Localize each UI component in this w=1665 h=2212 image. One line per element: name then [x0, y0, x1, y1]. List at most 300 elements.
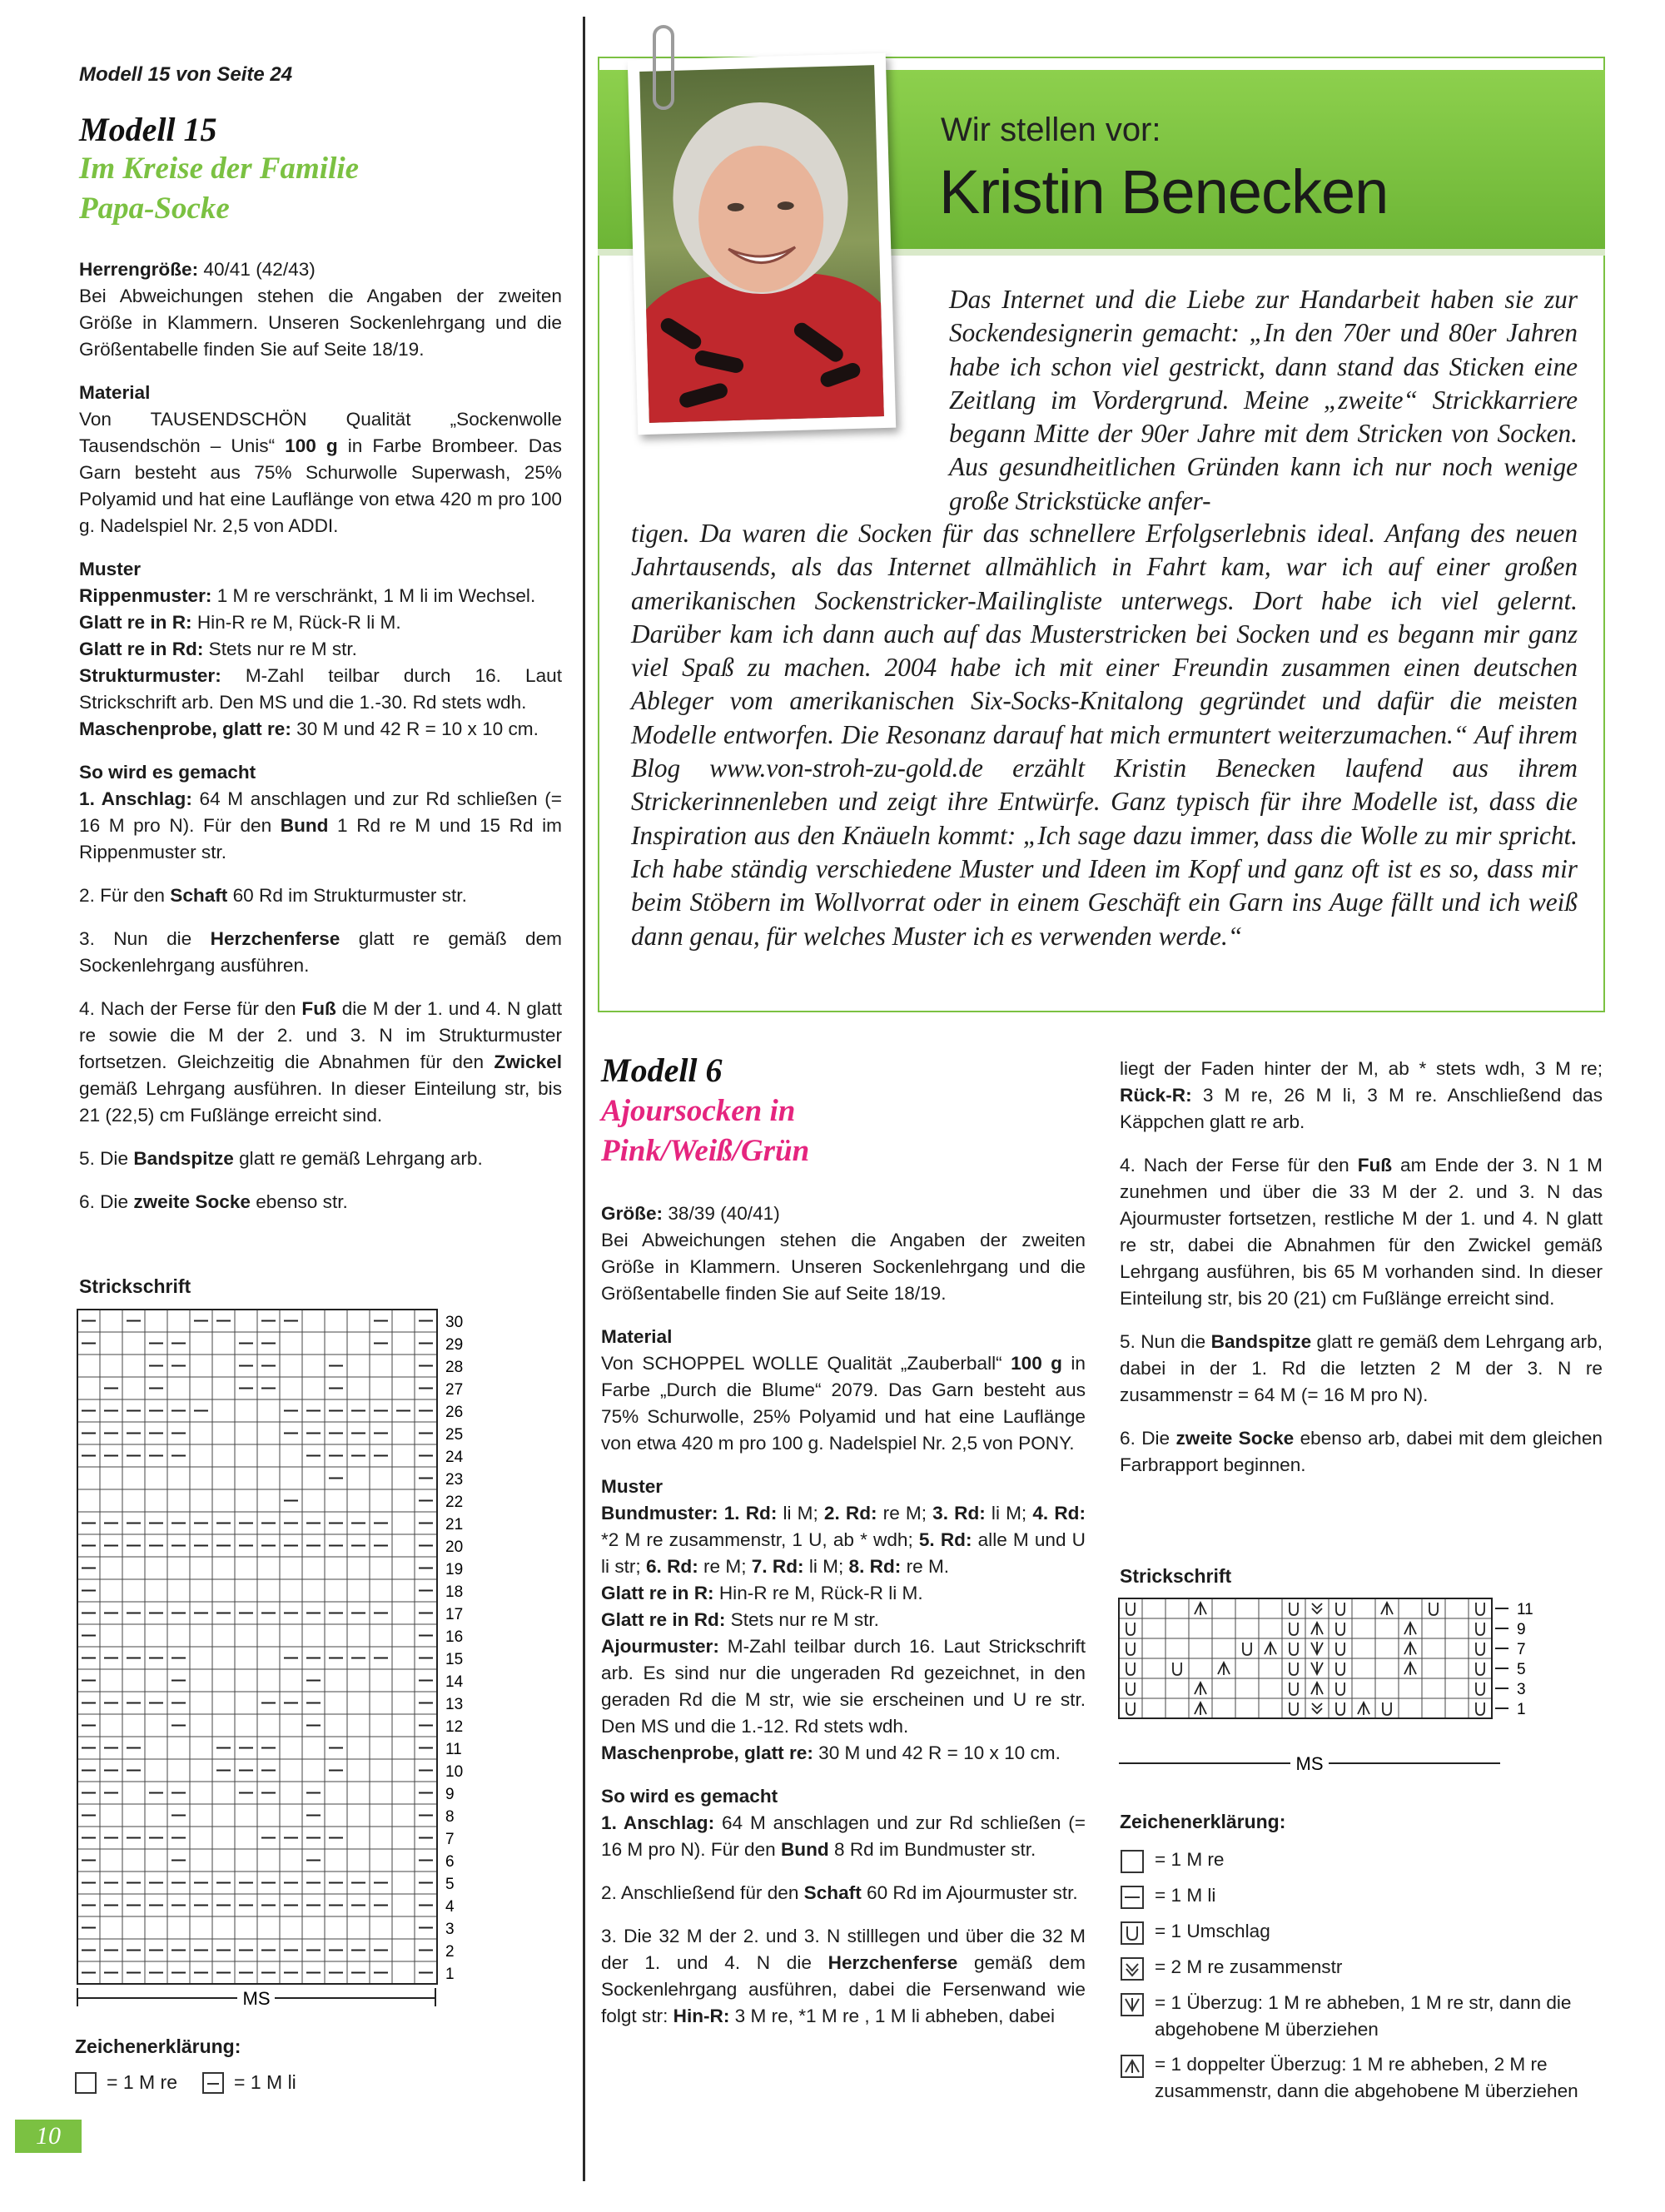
row-number: 13 — [445, 1696, 464, 1713]
chart-cell — [77, 1467, 100, 1489]
muster-label: 5. Rd: — [918, 1529, 972, 1550]
step-text: ebenso str. — [250, 1191, 348, 1212]
chart-cell — [370, 1669, 392, 1692]
chart-cell — [1445, 1638, 1469, 1658]
chart-cell — [1422, 1698, 1445, 1718]
chart-cell — [122, 1579, 145, 1602]
chart-cell — [100, 1489, 122, 1512]
model-15-title: Modell 15 — [79, 111, 217, 148]
chart-cell — [392, 1939, 415, 1961]
legend-text: = 1 doppelter Überzug: 1 M re abheben, 2 M re zusammenstr, dann die abgehobene M überziehen — [1155, 2054, 1578, 2101]
k2tog-symbol-icon — [1120, 1956, 1145, 1981]
chart-cell — [100, 1916, 122, 1939]
size-label: Herrengröße: — [79, 259, 199, 280]
chart-cell — [392, 1377, 415, 1399]
chart-cell — [257, 1467, 280, 1489]
row-number: 14 — [445, 1673, 464, 1691]
chart-cell — [347, 1624, 370, 1647]
chart-cell — [280, 1849, 302, 1872]
chart-cell — [122, 1489, 145, 1512]
chart-cell — [280, 1782, 302, 1804]
chart-cell — [370, 1782, 392, 1804]
chart-cell — [280, 1557, 302, 1579]
chart-cell — [392, 1714, 415, 1737]
chart-cell — [1445, 1598, 1469, 1618]
chart-cell — [212, 1624, 235, 1647]
chart-cell — [100, 1669, 122, 1692]
legend-heading-left: Zeichenerklärung: — [75, 2036, 241, 2057]
chart-cell — [100, 1332, 122, 1355]
step-text: 60 Rd im Strukturmuster str. — [227, 885, 467, 906]
step-keyword: Herzchenferse — [210, 928, 340, 949]
material-amount: 100 g — [1011, 1353, 1062, 1374]
chart-cell — [122, 1916, 145, 1939]
chart-heading-right: Strickschrift — [1120, 1565, 1232, 1587]
chart-cell — [325, 1692, 347, 1714]
feature-intro: Wir stellen vor: — [941, 112, 1161, 148]
step-text: 60 Rd im Ajourmuster str. — [861, 1882, 1078, 1903]
chart-cell — [235, 1647, 257, 1669]
chart-cell — [190, 1669, 212, 1692]
chart-cell — [100, 1804, 122, 1827]
chart-cell — [145, 1804, 167, 1827]
chart-cell — [280, 1714, 302, 1737]
chart-cell — [325, 1332, 347, 1355]
chart-cell — [370, 1916, 392, 1939]
chart-cell — [325, 1624, 347, 1647]
step-text: 64 M anschlagen und zur Rd schließen (= 16 M pro N). Für den — [79, 788, 562, 836]
chart-cell — [302, 1377, 325, 1399]
chart-cell — [347, 1669, 370, 1692]
material-text-2: in Farbe „Durch die Blume“ 2079. Das Garn besteht aus 75% Schurwolle, 25% Polyamid und hat eine Lauflänge von etwa 420 m pro 100 g. Nadelspiel Nr. 2,5 von PONY. — [601, 1353, 1086, 1454]
chart-cell — [1259, 1598, 1282, 1618]
chart-cell — [257, 1714, 280, 1737]
chart-cell — [257, 1804, 280, 1827]
legend-heading-right: Zeichenerklärung: — [1120, 1811, 1286, 1832]
chart-cell — [190, 1422, 212, 1444]
legend-row-k2tog — [1120, 1954, 1603, 1981]
muster-text: Hin-R re M, Rück-R li M. — [713, 1583, 923, 1603]
chart-heading-left: Strickschrift — [79, 1275, 191, 1297]
chart-cell — [1352, 1658, 1375, 1678]
chart-cell — [392, 1916, 415, 1939]
purl-symbol-icon — [1120, 1885, 1145, 1910]
purl-symbol-icon — [202, 2072, 224, 2094]
chart-cell — [257, 1399, 280, 1422]
step-text: 3 M re, 26 M li, 3 M re. Anschließend das Käppchen glatt re arb. — [1120, 1085, 1603, 1132]
chart-cell — [212, 1399, 235, 1422]
chart-grid — [77, 1310, 464, 1984]
chart-cell — [280, 1467, 302, 1489]
chart-cell — [347, 1759, 370, 1782]
chart-cell — [235, 1310, 257, 1332]
chart-cell — [77, 1489, 100, 1512]
chart-cell — [145, 1669, 167, 1692]
model-reference: Modell 15 von Seite 24 — [79, 63, 293, 86]
chart-cell — [1142, 1678, 1166, 1698]
chart-cell — [302, 1332, 325, 1355]
row-number: 10 — [445, 1763, 464, 1781]
chart-cell — [280, 1579, 302, 1602]
size-value: 38/39 (40/41) — [663, 1203, 780, 1224]
chart-cell — [77, 1377, 100, 1399]
chart-cell — [167, 1579, 190, 1602]
feature-text-wide: tigen. Da waren die Socken für das schnellere Erfolgserlebnis ideal. Anfang des neuen Jahrtausends, als das Internet allmählich in Fahrt kam, war ich auf einer großen amerikanischen Sockenstricker-Mailingliste unterwegs. Dort habe ich viel gelernt. Darüber kam ich dann auch auf das Musterstricken bei Socken und es begann mir ganz viel Spaß zu machen. 2004 habe ich mit einer Freundin zusammen einen deutschen Ableger vom amerikanischen Six-Socks-Knitalong gegründet und dafür die meisten Modelle entworfen. Die Resonanz darauf hat mich ermuntert weiterzumachen.“ Auf ihrem Blog www.von-stroh-zu-gold.de erzählt Kristin Benecken laufend aus ihrem Strickerinnenleben und zeigt ihre Entwürfe. Ganz typisch für ihre Modelle ist, dass die Inspiration aus den Knäueln kommt: „Ich sage dazu immer, dass die Wolle zu mir spricht. Ich habe ständig verschiedene Muster und Ideen im Kopf und ganz oft ist es so, dass mir beim Stöbern im Wollvorrat oder in einem Geschäft ein Garn ins Auge fällt und ich weiß dann genau, für welches Muster ich es verwenden werde.“ — [631, 519, 1578, 951]
step-keyword: Schaft — [803, 1882, 862, 1903]
chart-cell — [167, 1377, 190, 1399]
chart-cell — [302, 1759, 325, 1782]
chart-cell — [392, 1872, 415, 1894]
chart-cell — [145, 1489, 167, 1512]
chart-cell — [235, 1422, 257, 1444]
chart-cell — [1142, 1638, 1166, 1658]
chart-cell — [370, 1737, 392, 1759]
chart-cell — [212, 1669, 235, 1692]
model-15-subtitle-2: Papa-Socke — [79, 191, 230, 226]
chart-cell — [212, 1377, 235, 1399]
chart-cell — [1166, 1638, 1189, 1658]
chart-cell — [190, 1737, 212, 1759]
chart-cell — [370, 1355, 392, 1377]
row-number: 11 — [445, 1741, 462, 1758]
row-number: 11 — [1517, 1601, 1533, 1618]
step-keyword: Fuß — [1357, 1155, 1393, 1176]
row-number: 28 — [445, 1359, 464, 1376]
chart-cell — [1189, 1658, 1212, 1678]
legend-knit: = 1 M re — [107, 2071, 178, 2093]
chart-cell — [190, 1759, 212, 1782]
muster-label: 4. Rd: — [1032, 1503, 1086, 1524]
chart-cell — [347, 1804, 370, 1827]
chart-cell — [100, 1714, 122, 1737]
chart-cell — [167, 1467, 190, 1489]
step-number: 1. — [79, 788, 102, 809]
chart-cell — [325, 1714, 347, 1737]
step-text: 8 Rd im Bundmuster str. — [828, 1839, 1036, 1860]
chart-cell — [392, 1355, 415, 1377]
chart-cell — [392, 1759, 415, 1782]
chart-cell — [190, 1467, 212, 1489]
legend-text: = 1 M re — [1155, 1849, 1225, 1870]
row-number: 20 — [445, 1538, 464, 1556]
chart-cell — [190, 1804, 212, 1827]
chart-cell — [190, 1849, 212, 1872]
step-keyword: zweite Socke — [1175, 1428, 1295, 1449]
muster-heading: Muster — [601, 1476, 664, 1497]
row-number: 1 — [445, 1966, 455, 1983]
step-keyword: Bund — [280, 815, 329, 836]
muster-label: Glatt re in Rd: — [601, 1609, 726, 1630]
muster-text: re M; — [877, 1503, 933, 1524]
muster-text: *2 M re zusammenstr, 1 U, ab * wdh; — [601, 1529, 919, 1550]
chart-cell — [1422, 1618, 1445, 1638]
model-6-subtitle-2: Pink/Weiß/Grün — [601, 1134, 810, 1168]
feature-person-name: Kristin Benecken — [939, 157, 1389, 226]
row-number: 25 — [445, 1426, 464, 1444]
muster-text: Hin-R re M, Rück-R li M. — [191, 612, 401, 633]
chart-cell — [302, 1557, 325, 1579]
muster-text: alle M und U li str; — [601, 1529, 1086, 1577]
chart-cell — [190, 1692, 212, 1714]
chart-cell — [235, 1804, 257, 1827]
legend-row-purl — [1120, 1882, 1603, 1910]
chart-cell — [257, 1849, 280, 1872]
muster-label: Ajourmuster: — [601, 1636, 719, 1657]
knit-symbol-icon — [1120, 1849, 1145, 1874]
chart-cell — [145, 1849, 167, 1872]
chart-cell — [1399, 1678, 1422, 1698]
chart-cell — [122, 1669, 145, 1692]
material-text: Von TAUSENDSCHÖN Qualität „Sockenwolle Tausendschön – Unis“ — [79, 409, 562, 456]
slip-decrease-symbol-icon — [1120, 1992, 1145, 2017]
chart-cell — [1352, 1638, 1375, 1658]
chart-cell — [122, 1624, 145, 1647]
muster-label: 3. Rd: — [932, 1503, 986, 1524]
chart-cell — [167, 1310, 190, 1332]
chart-cell — [347, 1827, 370, 1849]
model-6-title: Modell 6 — [601, 1051, 723, 1089]
chart-cell — [325, 1310, 347, 1332]
chart-cell — [1166, 1698, 1189, 1718]
chart-cell — [1235, 1678, 1259, 1698]
chart-cell — [392, 1579, 415, 1602]
muster-label: Maschenprobe, glatt re: — [601, 1742, 813, 1763]
chart-cell — [302, 1467, 325, 1489]
chart-cell — [190, 1714, 212, 1737]
chart-cell — [100, 1310, 122, 1332]
step-text: 3 M re, *1 M re , 1 M li abheben, dabei — [729, 2006, 1055, 2026]
row-number: 3 — [1517, 1681, 1526, 1698]
chart-cell — [100, 1355, 122, 1377]
chart-cell — [325, 1579, 347, 1602]
legend-row-yarnover — [1120, 1918, 1603, 1946]
muster-label: 8. Rd: — [848, 1556, 902, 1577]
chart-cell — [212, 1422, 235, 1444]
chart-cell — [190, 1355, 212, 1377]
ms-label: MS — [242, 1988, 271, 2009]
chart-cell — [280, 1669, 302, 1692]
step-text: gemäß dem Sockenlehrgang ausführen, dabei die Fersenwand wie folgt str: — [601, 1952, 1086, 2026]
chart-cell — [212, 1804, 235, 1827]
row-number: 2 — [445, 1943, 455, 1961]
chart-cell — [212, 1827, 235, 1849]
muster-text: 1 M re verschränkt, 1 M li im Wechsel. — [211, 585, 536, 606]
step-text: glatt re gemäß dem Lehrgang arb, dabei in der 1. Rd die letzten 2 M der 3. N re zusammenstr = 64 M (= 16 M pro N). — [1120, 1331, 1603, 1405]
model-6-body — [601, 1200, 1086, 2046]
chart-cell — [122, 1332, 145, 1355]
chart-cell — [167, 1489, 190, 1512]
row-number: 29 — [445, 1336, 464, 1354]
step-text: gemäß Lehrgang ausführen. In dieser Einteilung str, bis 21 (22,5) cm Fußlänge erreicht sind. — [79, 1078, 562, 1126]
row-number: 23 — [445, 1471, 464, 1489]
muster-label: Glatt re in R: — [79, 612, 192, 633]
chart-cell — [1142, 1658, 1166, 1678]
chart-cell — [1445, 1698, 1469, 1718]
chart-cell — [325, 1669, 347, 1692]
chart-cell — [167, 1737, 190, 1759]
chart-cell — [235, 1692, 257, 1714]
chart-cell — [145, 1737, 167, 1759]
chart-cell — [1212, 1678, 1235, 1698]
chart-cell — [190, 1782, 212, 1804]
step-text: ebenso arb, dabei mit dem gleichen Farbrapport beginnen. — [1120, 1428, 1603, 1475]
step-text: 5. Die — [79, 1148, 134, 1169]
size-label: Größe: — [601, 1203, 664, 1224]
chart-cell — [1375, 1658, 1399, 1678]
chart-cell — [190, 1489, 212, 1512]
chart-cell — [212, 1782, 235, 1804]
chart-cell — [235, 1444, 257, 1467]
muster-label: Bundmuster: 1. Rd: — [601, 1503, 778, 1524]
chart-cell — [235, 1849, 257, 1872]
muster-label: 7. Rd: — [751, 1556, 804, 1577]
chart-cell — [370, 1714, 392, 1737]
paperclip-icon — [653, 25, 674, 110]
chart-cell — [392, 1961, 415, 1984]
muster-text: li M; — [985, 1503, 1033, 1524]
chart-cell — [1352, 1618, 1375, 1638]
chart-cell — [257, 1489, 280, 1512]
chart-cell — [145, 1714, 167, 1737]
chart-cell — [347, 1692, 370, 1714]
material-text-2: in Farbe Brombeer. Das Garn besteht aus 75% Schurwolle Superwash, 25% Polyamid und hat eine Lauflänge von etwa 420 m pro 100 g. Nadelspiel Nr. 2,5 von ADDI. — [79, 435, 562, 536]
chart-cell — [280, 1804, 302, 1827]
muster-label: Glatt re in Rd: — [79, 639, 204, 659]
chart-cell — [370, 1624, 392, 1647]
step-keyword: Rück-R: — [1120, 1085, 1192, 1106]
muster-text: M-Zahl teilbar durch 16. Laut Strickschrift arb. Den MS und die 1.-30. Rd stets wdh. — [79, 665, 562, 713]
chart-cell — [1422, 1638, 1445, 1658]
chart-cell — [280, 1444, 302, 1467]
yarn-over-symbol-icon — [1120, 1921, 1145, 1946]
chart-cell — [347, 1557, 370, 1579]
row-number: 7 — [1517, 1641, 1526, 1658]
chart-cell — [212, 1916, 235, 1939]
chart-cell — [1259, 1658, 1282, 1678]
chart-cell — [325, 1557, 347, 1579]
chart-cell — [100, 1624, 122, 1647]
chart-cell — [1212, 1598, 1235, 1618]
chart-cell — [392, 1827, 415, 1849]
step-keyword: Fuß — [301, 998, 336, 1019]
ms-label: MS — [1295, 1753, 1324, 1774]
chart-cell — [392, 1849, 415, 1872]
row-number: 1 — [1517, 1701, 1526, 1718]
chart-cell — [370, 1827, 392, 1849]
page-number: 10 — [15, 2120, 82, 2153]
chart-cell — [1445, 1658, 1469, 1678]
size-note: Bei Abweichungen stehen die Angaben der zweiten Größe in Klammern. Unseren Sockenlehrgang und die Größentabelle finden Sie auf Seite 18/19. — [79, 286, 562, 360]
step-text: 4. Nach der Ferse für den — [79, 998, 302, 1019]
chart-cell — [122, 1782, 145, 1804]
chart-cell — [212, 1467, 235, 1489]
chart-cell — [347, 1737, 370, 1759]
chart-cell — [280, 1916, 302, 1939]
material-heading: Material — [601, 1326, 673, 1347]
chart-cell — [392, 1669, 415, 1692]
chart-cell — [1375, 1678, 1399, 1698]
chart-cell — [190, 1332, 212, 1355]
chart-cell — [392, 1782, 415, 1804]
chart-cell — [190, 1579, 212, 1602]
double-decrease-symbol-icon — [1120, 2054, 1145, 2079]
chart-cell — [1399, 1598, 1422, 1618]
chart-cell — [212, 1489, 235, 1512]
chart-cell — [1352, 1678, 1375, 1698]
knitting-chart-right — [1117, 1597, 1550, 1780]
chart-cell — [280, 1377, 302, 1399]
chart-cell — [190, 1827, 212, 1849]
model-15-subtitle-1: Im Kreise der Familie — [79, 152, 360, 186]
muster-text: re M; — [698, 1556, 752, 1577]
chart-cell — [1375, 1638, 1399, 1658]
muster-text: 30 M und 42 R = 10 x 10 cm. — [813, 1742, 1061, 1763]
chart-cell — [347, 1714, 370, 1737]
chart-cell — [235, 1827, 257, 1849]
row-number: 3 — [445, 1921, 455, 1938]
chart-cell — [212, 1332, 235, 1355]
step-text: 3. Die 32 M der 2. und 3. N stilllegen und über die 32 M der 1. und 4. N die — [601, 1926, 1086, 1973]
chart-cell — [370, 1759, 392, 1782]
chart-cell — [1189, 1638, 1212, 1658]
size-value: 40/41 (42/43) — [198, 259, 316, 280]
step-keyword: Bund — [780, 1839, 829, 1860]
chart-cell — [145, 1624, 167, 1647]
chart-cell — [167, 1557, 190, 1579]
chart-cell — [122, 1849, 145, 1872]
chart-cell — [100, 1579, 122, 1602]
chart-cell — [302, 1624, 325, 1647]
chart-cell — [145, 1916, 167, 1939]
step-text: die M der 1. und 4. N glatt re sowie die M der 2. und 3. N im Strukturmuster fortsetzen. Gleichzeitig die Abnahmen für den — [79, 998, 562, 1072]
chart-cell — [145, 1467, 167, 1489]
chart-cell — [302, 1355, 325, 1377]
model-15-body — [79, 256, 562, 1232]
row-number: 4 — [445, 1898, 455, 1916]
row-number: 17 — [445, 1606, 464, 1623]
chart-cell — [347, 1355, 370, 1377]
chart-cell — [235, 1916, 257, 1939]
material-amount: 100 g — [285, 435, 338, 456]
chart-cell — [392, 1310, 415, 1332]
muster-label: 6. Rd: — [645, 1556, 698, 1577]
chart-cell — [167, 1624, 190, 1647]
chart-cell — [1445, 1678, 1469, 1698]
chart-cell — [280, 1737, 302, 1759]
chart-cell — [347, 1849, 370, 1872]
step-text: glatt re gemäß Lehrgang arb. — [233, 1148, 483, 1169]
row-number: 16 — [445, 1628, 464, 1646]
step-keyword: Anschlag: — [101, 788, 192, 809]
chart-cell — [257, 1444, 280, 1467]
muster-label: Rippenmuster: — [79, 585, 212, 606]
chart-cell — [347, 1332, 370, 1355]
chart-cell — [257, 1624, 280, 1647]
row-number: 18 — [445, 1583, 464, 1601]
chart-cell — [145, 1759, 167, 1782]
chart-cell — [235, 1624, 257, 1647]
legend-row-double-decrease — [1120, 2051, 1603, 2105]
row-number: 27 — [445, 1381, 464, 1399]
chart-cell — [190, 1647, 212, 1669]
chart-cell — [370, 1557, 392, 1579]
chart-cell — [1235, 1698, 1259, 1718]
chart-cell — [325, 1489, 347, 1512]
muster-text: li M; — [803, 1556, 849, 1577]
chart-cell — [212, 1647, 235, 1669]
step-number: 1. — [601, 1812, 624, 1833]
step-text: 6. Die — [1120, 1428, 1176, 1449]
